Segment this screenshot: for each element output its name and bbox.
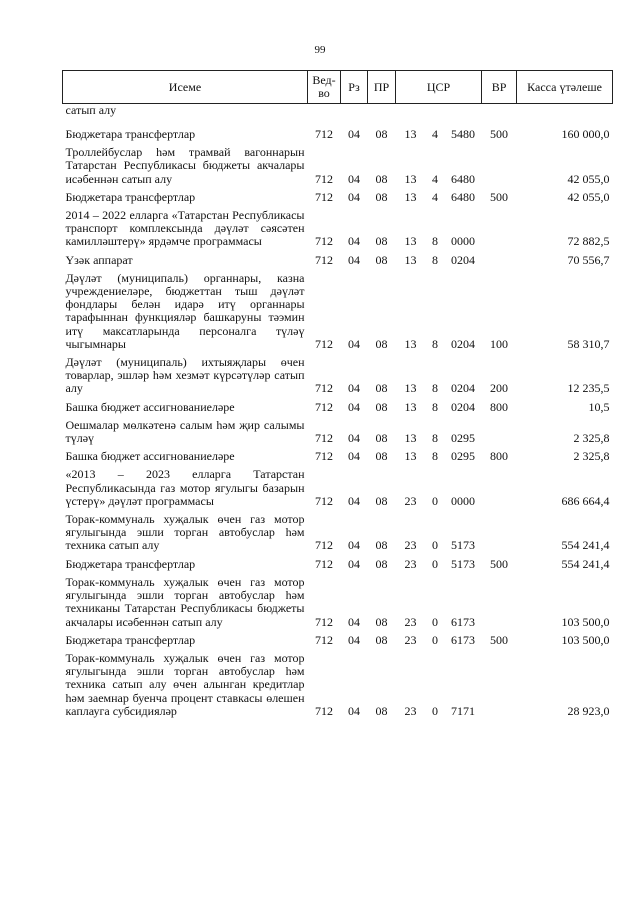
row-rz: 04 xyxy=(348,336,360,351)
table-row xyxy=(63,571,613,629)
row-rz: 04 xyxy=(348,632,360,647)
page-number: 99 xyxy=(314,44,326,56)
row-amount: 554 241,4 xyxy=(561,538,610,553)
row-vedom: 712 xyxy=(315,189,333,204)
row-csr-3: 0204 xyxy=(451,399,476,414)
row-vr xyxy=(482,463,517,508)
budget-table xyxy=(62,70,613,718)
row-pr: 08 xyxy=(375,493,388,508)
table-row xyxy=(63,508,613,553)
row-csr-2: 4 xyxy=(432,189,438,204)
row-vr: 500 xyxy=(490,127,509,141)
row-csr-2: 0 xyxy=(432,614,438,629)
table-row xyxy=(63,351,613,396)
row-amount: 2 325,8 xyxy=(573,431,610,446)
row-csr-1: 13 xyxy=(404,336,417,351)
row-csr-2: 0 xyxy=(432,538,438,553)
row-vedom: 712 xyxy=(315,381,333,396)
row-csr-3: 0204 xyxy=(451,252,476,267)
row-csr-2: 8 xyxy=(432,336,438,351)
row-csr-3: 7171 xyxy=(451,703,476,718)
row-rz: 04 xyxy=(348,399,360,414)
row-rz: 04 xyxy=(348,234,360,249)
row-name: Троллейбуслар һәм трамвай вагоннарын Татарстан Республикасы бюджеты акчалары исәбеннән сатып алу xyxy=(65,145,305,186)
row-pr: 08 xyxy=(375,189,388,204)
row-csr-3: 6173 xyxy=(451,614,476,629)
row-csr-2: 8 xyxy=(432,234,438,249)
row-pr: 08 xyxy=(375,336,388,351)
row-rz: 04 xyxy=(348,431,360,446)
header-kassa: Касса үтәлеше xyxy=(517,71,613,104)
header-pr: ПР xyxy=(368,71,396,104)
table-row xyxy=(63,141,613,186)
row-vr xyxy=(482,571,517,629)
table-row xyxy=(63,553,613,571)
row-csr-1: 23 xyxy=(404,556,417,571)
row-name: Бюджетара трансфертлар xyxy=(65,189,196,204)
row-vedom: 712 xyxy=(315,556,333,571)
row-csr-3: 5480 xyxy=(451,127,476,141)
row-rz: 04 xyxy=(348,381,360,396)
header-vedom: Вед-во xyxy=(308,71,341,104)
row-rz: 04 xyxy=(348,171,360,186)
row-vr xyxy=(482,141,517,186)
table-row xyxy=(63,414,613,445)
row-vedom: 712 xyxy=(315,171,333,186)
row-pr: 08 xyxy=(375,449,388,464)
table-row xyxy=(63,204,613,249)
table-row xyxy=(63,122,613,141)
row-amount: 70 556,7 xyxy=(567,252,610,267)
row-vedom: 712 xyxy=(315,493,333,508)
row-pr: 08 xyxy=(375,556,388,571)
row-csr-1: 23 xyxy=(404,493,417,508)
row-vr xyxy=(482,249,517,267)
row-name: Бюджетара трансфертлар xyxy=(65,632,196,647)
row-rz: 04 xyxy=(348,493,360,508)
row-csr-3: 6480 xyxy=(451,189,476,204)
row-vr: 500 xyxy=(490,632,509,647)
row-vedom: 712 xyxy=(315,632,333,647)
row-csr-2: 4 xyxy=(432,127,438,141)
row-rz: 04 xyxy=(348,614,360,629)
row-csr-1: 13 xyxy=(404,381,417,396)
row-csr-3: 0000 xyxy=(451,493,476,508)
header-vr: ВР xyxy=(482,71,517,104)
row-name: Торак-коммуналь хуҗалык өчен газ мотор ягулыгында эшли торган автобуслар һәм техника сатып алу xyxy=(65,512,305,553)
row-csr-2: 0 xyxy=(432,632,438,647)
row-rz: 04 xyxy=(348,556,360,571)
row-csr-1: 23 xyxy=(404,632,417,647)
row-name: Дәүләт (муниципаль) органнары, казна учреждениеләре, бюджеттан тыш дәүләт фондлары белән идарә итү органнары тарафыннан функцияләр башкаруны тәэмин итү максатларында персоналга түләү чыгымнары xyxy=(65,270,305,351)
row-csr-1: 23 xyxy=(404,538,417,553)
row-rz: 04 xyxy=(348,127,360,141)
row-csr-3: 5173 xyxy=(451,538,476,553)
table-row xyxy=(63,396,613,414)
row-csr-2: 8 xyxy=(432,431,438,446)
row-amount: 28 923,0 xyxy=(567,703,610,718)
row-amount: 12 235,5 xyxy=(567,381,610,396)
row-vr: 800 xyxy=(490,449,509,464)
row-csr-1: 23 xyxy=(404,614,417,629)
row-rz: 04 xyxy=(348,252,360,267)
row-pr: 08 xyxy=(375,614,388,629)
row-amount: 160 000,0 xyxy=(561,127,610,141)
row-name: Дәүләт (муниципаль) ихтыяҗлары өчен товарлар, эшләр һәм хезмәт күрсәтүләр сатып алу xyxy=(65,355,305,396)
row-vedom: 712 xyxy=(315,234,333,249)
row-vr: 500 xyxy=(490,189,509,204)
row-vedom: 712 xyxy=(315,703,333,718)
row-vedom: 712 xyxy=(315,614,333,629)
row-vr: 800 xyxy=(490,399,509,414)
row-rz: 04 xyxy=(348,703,360,718)
row-rz: 04 xyxy=(348,189,360,204)
row-rz: 04 xyxy=(348,449,360,464)
continuation-row xyxy=(63,104,613,123)
row-csr-1: 13 xyxy=(404,189,417,204)
row-vedom: 712 xyxy=(315,336,333,351)
row-csr-2: 8 xyxy=(432,252,438,267)
row-vedom: 712 xyxy=(315,127,333,141)
row-pr: 08 xyxy=(375,252,388,267)
table-body xyxy=(63,104,613,718)
row-csr-2: 0 xyxy=(432,493,438,508)
row-csr-3: 0204 xyxy=(451,381,476,396)
row-vedom: 712 xyxy=(315,252,333,267)
row-name: Бюджетара трансфертлар xyxy=(65,127,196,141)
row-name: Үзәк аппарат xyxy=(65,252,133,267)
row-vedom: 712 xyxy=(315,431,333,446)
row-csr-2: 8 xyxy=(432,381,438,396)
row-csr-2: 4 xyxy=(432,171,438,186)
row-vr xyxy=(482,647,517,718)
row-vedom: 712 xyxy=(315,538,333,553)
row-amount: 103 500,0 xyxy=(561,632,610,647)
row-amount: 72 882,5 xyxy=(567,234,610,249)
row-csr-2: 8 xyxy=(432,399,438,414)
row-csr-3: 6173 xyxy=(451,632,476,647)
row-csr-1: 13 xyxy=(404,171,417,186)
row-pr: 08 xyxy=(375,381,388,396)
row-csr-3: 6480 xyxy=(451,171,476,186)
row-pr: 08 xyxy=(375,127,388,141)
table-row xyxy=(63,267,613,351)
row-name: Башка бюджет ассигнованиеләре xyxy=(65,399,235,414)
header-name: Исеме xyxy=(63,71,308,104)
row-amount: 2 325,8 xyxy=(573,449,610,464)
row-amount: 58 310,7 xyxy=(567,336,610,351)
header-rz: Рз xyxy=(341,71,368,104)
row-amount: 554 241,4 xyxy=(561,556,610,571)
row-name: «2013 – 2023 елларга Татарстан Республикасында газ мотор ягулыгы базарын үстерү» дәүләт программасы xyxy=(65,467,305,508)
row-vr xyxy=(482,414,517,445)
table-row xyxy=(63,249,613,267)
row-csr-3: 0000 xyxy=(451,234,476,249)
row-pr: 08 xyxy=(375,431,388,446)
row-name: Оешмалар мөлкәтенә салым һәм җир салымы түләү xyxy=(65,417,305,446)
row-amount: 42 055,0 xyxy=(567,189,610,204)
row-pr: 08 xyxy=(375,703,388,718)
row-pr: 08 xyxy=(375,632,388,647)
row-pr: 08 xyxy=(375,538,388,553)
row-csr-1: 13 xyxy=(404,449,417,464)
row-rz: 04 xyxy=(348,538,360,553)
row-amount: 42 055,0 xyxy=(567,171,610,186)
continuation-text: сатып алу xyxy=(65,103,117,117)
row-csr-3: 0295 xyxy=(451,431,476,446)
row-csr-3: 0295 xyxy=(451,449,476,464)
table-row xyxy=(63,647,613,718)
table-row xyxy=(63,629,613,647)
row-name: Торак-коммуналь хуҗалык өчен газ мотор ягулыгында эшли торган автобуслар һәм техника сатып алу өчен алынган кредитлар һәм заемнар буенча процент ставкасы өлешен каплауга субсидияләр xyxy=(65,650,305,718)
row-vr xyxy=(482,508,517,553)
row-csr-3: 0204 xyxy=(451,336,476,351)
row-vedom: 712 xyxy=(315,449,333,464)
table-row xyxy=(63,186,613,204)
row-vr: 200 xyxy=(490,381,509,396)
row-csr-1: 13 xyxy=(404,431,417,446)
row-name: Башка бюджет ассигнованиеләре xyxy=(65,449,235,464)
row-csr-2: 8 xyxy=(432,449,438,464)
row-amount: 686 664,4 xyxy=(561,493,610,508)
row-csr-1: 13 xyxy=(404,234,417,249)
row-csr-2: 0 xyxy=(432,556,438,571)
table-row xyxy=(63,445,613,463)
row-amount: 10,5 xyxy=(588,399,610,414)
row-csr-2: 0 xyxy=(432,703,438,718)
row-vr xyxy=(482,204,517,249)
row-csr-1: 23 xyxy=(404,703,417,718)
table-header-row xyxy=(63,71,613,104)
row-vr: 500 xyxy=(490,556,509,571)
row-pr: 08 xyxy=(375,399,388,414)
row-name: Торак-коммуналь хуҗалык өчен газ мотор ягулыгында эшли торган автобуслар һәм техниканы Татарстан Республикасы бюджеты акчалары исәбеннән сатып алу xyxy=(65,574,305,629)
row-csr-1: 13 xyxy=(404,252,417,267)
table-row xyxy=(63,463,613,508)
row-pr: 08 xyxy=(375,234,388,249)
row-amount: 103 500,0 xyxy=(561,614,610,629)
row-csr-3: 5173 xyxy=(451,556,476,571)
row-name: 2014 – 2022 елларга «Татарстан Республикасы транспорт комплексында дәүләт сәясәтен камилләштерү» ярдәмче программасы xyxy=(65,208,305,249)
row-vr: 100 xyxy=(490,336,509,351)
row-pr: 08 xyxy=(375,171,388,186)
row-csr-1: 13 xyxy=(404,127,417,141)
row-name: Бюджетара трансфертлар xyxy=(65,556,196,571)
header-csr: ЦСР xyxy=(396,71,482,104)
row-vedom: 712 xyxy=(315,399,333,414)
row-csr-1: 13 xyxy=(404,399,417,414)
